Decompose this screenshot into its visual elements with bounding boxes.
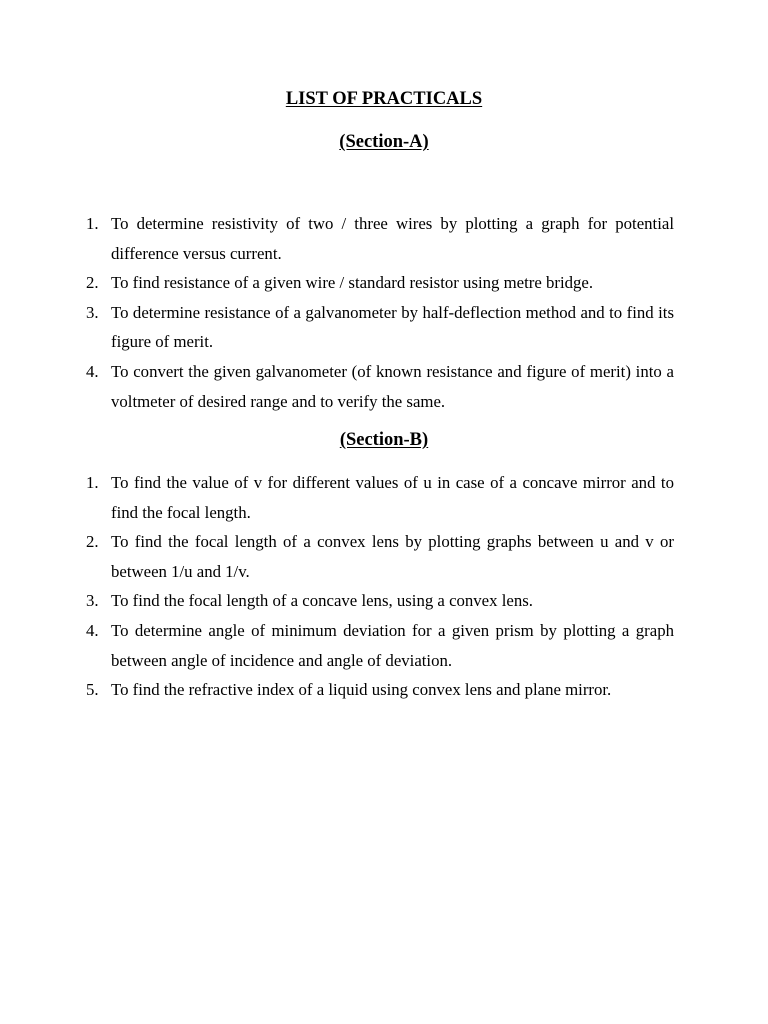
list-item [0,586,768,616]
item-number: 3. [86,591,99,611]
list-item [0,298,768,357]
item-text: To find the focal length of a convex lens by plotting graphs between u and v or between 1/u and 1/v. [111,532,674,581]
list-item [0,675,768,705]
list-item [0,209,768,268]
item-number: 5. [86,680,99,700]
section-b-list [0,468,768,705]
item-text: To determine angle of minimum deviation for a given prism by plotting a graph between angle of incidence and angle of deviation. [111,620,674,670]
item-text: To find the focal length of a concave lens, using a convex lens. [111,591,533,611]
item-text: To find resistance of a given wire / standard resistor using metre bridge. [111,273,594,293]
item-number: 3. [86,302,99,322]
section-a-list [0,209,768,416]
item-number: 2. [86,273,99,293]
list-item [0,357,768,416]
item-number: 4. [86,361,99,381]
section-b-heading: (Section-B) [339,430,429,450]
list-item [0,527,768,586]
item-number: 2. [86,532,99,552]
list-item [0,468,768,527]
item-text: To determine resistance of a galvanometer by half-deflection method and to find its figure of merit. [111,302,674,352]
item-number: 1. [86,473,99,492]
list-item [0,616,768,675]
section-a-heading: (Section-A) [339,132,429,152]
item-text: To determine resistivity of two / three wires by plotting a graph for potential difference versus current. [111,214,674,263]
item-text: To find the value of v for different values of u in case of a concave mirror and to find the focal length. [111,473,674,522]
item-text: To find the refractive index of a liquid using convex lens and plane mirror. [111,680,612,700]
item-text: To convert the given galvanometer (of known resistance and figure of merit) into a voltmeter of desired range and to verify the same. [111,361,674,411]
item-number: 4. [86,620,99,640]
list-item [0,268,768,298]
item-number: 1. [86,214,99,233]
page-title: LIST OF PRACTICALS [285,89,483,109]
